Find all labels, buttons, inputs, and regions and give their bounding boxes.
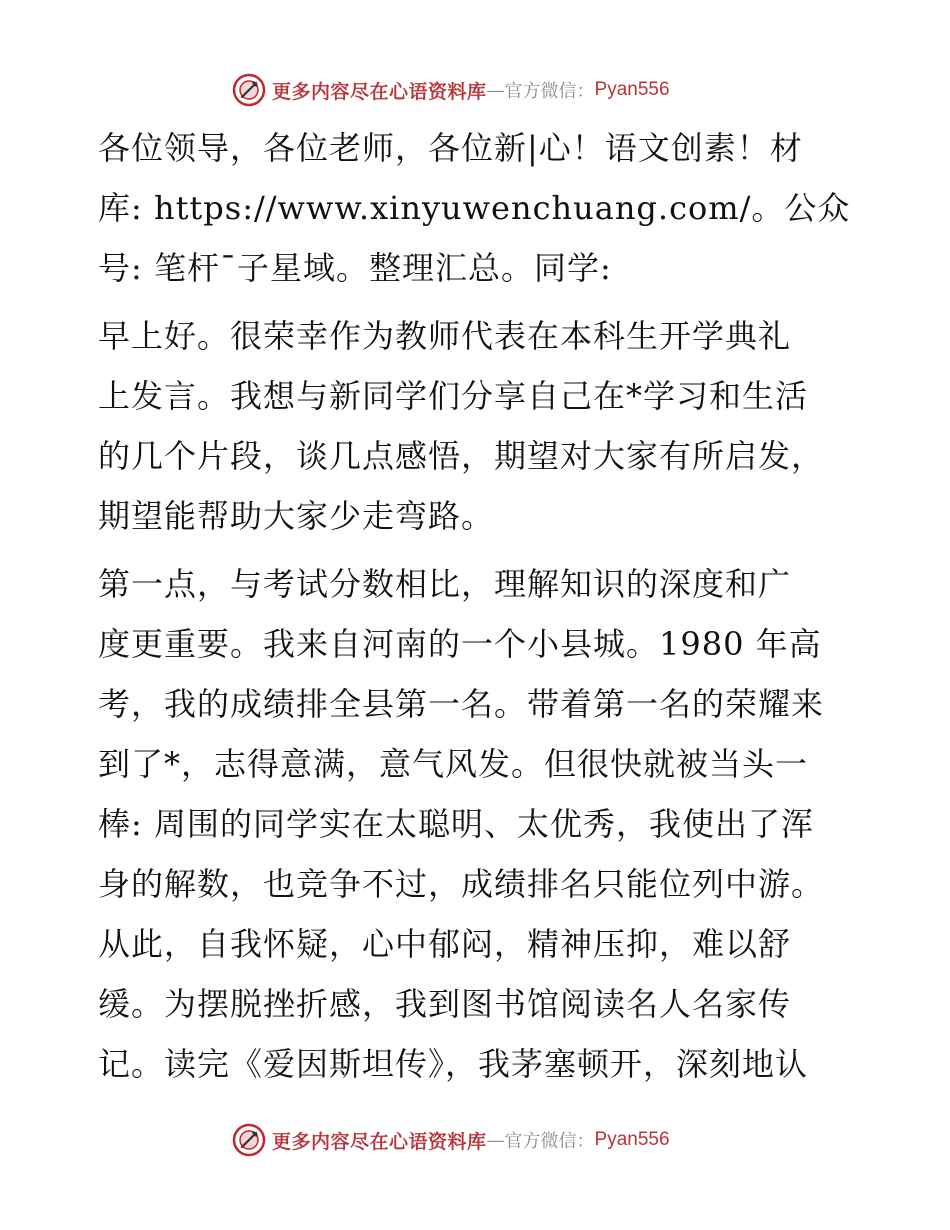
paragraph-2 [98, 306, 858, 546]
paragraph-3 [98, 554, 858, 1094]
footer-wechat-label: 官方微信： [504, 1131, 595, 1152]
footer-dash: — [486, 1129, 505, 1151]
text-line: 期望能帮助大家少走弯路。 [98, 497, 495, 535]
text-line: 缓。为摆脱挫折感，我到图书馆阅读名人名家传 [98, 985, 792, 1023]
text-line: 第一点，与考试分数相比，理解知识的深度和广 [98, 565, 792, 603]
text-line: 从此，自我怀疑，心中郁闷，精神压抑，难以舒 [98, 925, 792, 963]
text-line: 上发言。我想与新同学们分享自己在*学习和生活 [98, 377, 809, 415]
text-line: 号: 笔杆¯子星域。整理汇总。同学: [98, 249, 612, 287]
brand-logo-icon [232, 1123, 266, 1157]
header-banner [232, 72, 732, 108]
text-line: 棒: 周围的同学实在太聪明、太优秀，我使出了浑 [98, 805, 814, 843]
text-line: 到了*，志得意满，意气风发。但很快就被当头一 [98, 745, 809, 783]
header-brand-text: 更多内容尽在心语资料库 [272, 80, 487, 103]
brand-logo-icon [232, 73, 266, 107]
header-wechat-id: Pyan556 [594, 79, 670, 100]
header-wechat-label: 官方微信： [504, 81, 595, 102]
header-dash: — [486, 79, 505, 101]
text-line: 考，我的成绩排全县第一名。带着第一名的荣耀来 [98, 685, 825, 723]
text-line: 早上好。很荣幸作为教师代表在本科生开学典礼 [98, 317, 792, 355]
paragraph-1 [98, 118, 858, 298]
text-line: 记。读完《爱因斯坦传》，我茅塞顿开，深刻地认 [98, 1045, 809, 1083]
footer-brand-text: 更多内容尽在心语资料库 [272, 1130, 487, 1153]
text-line: 身的解数，也竞争不过，成绩排名只能位列中游。 [98, 865, 825, 903]
text-line: 各位领导，各位老师，各位新|心！语文创素！材 [98, 129, 803, 167]
footer-wechat-id: Pyan556 [594, 1129, 670, 1150]
text-line: 度更重要。我来自河南的一个小县城。1980 年高 [98, 625, 822, 663]
footer-banner [232, 1122, 732, 1158]
document-body [98, 118, 858, 1102]
text-line: 的几个片段，谈几点感悟，期望对大家有所启发， [98, 437, 825, 475]
text-line: 库: https://www.xinyuwenchuang.com/。公众 [98, 189, 851, 227]
